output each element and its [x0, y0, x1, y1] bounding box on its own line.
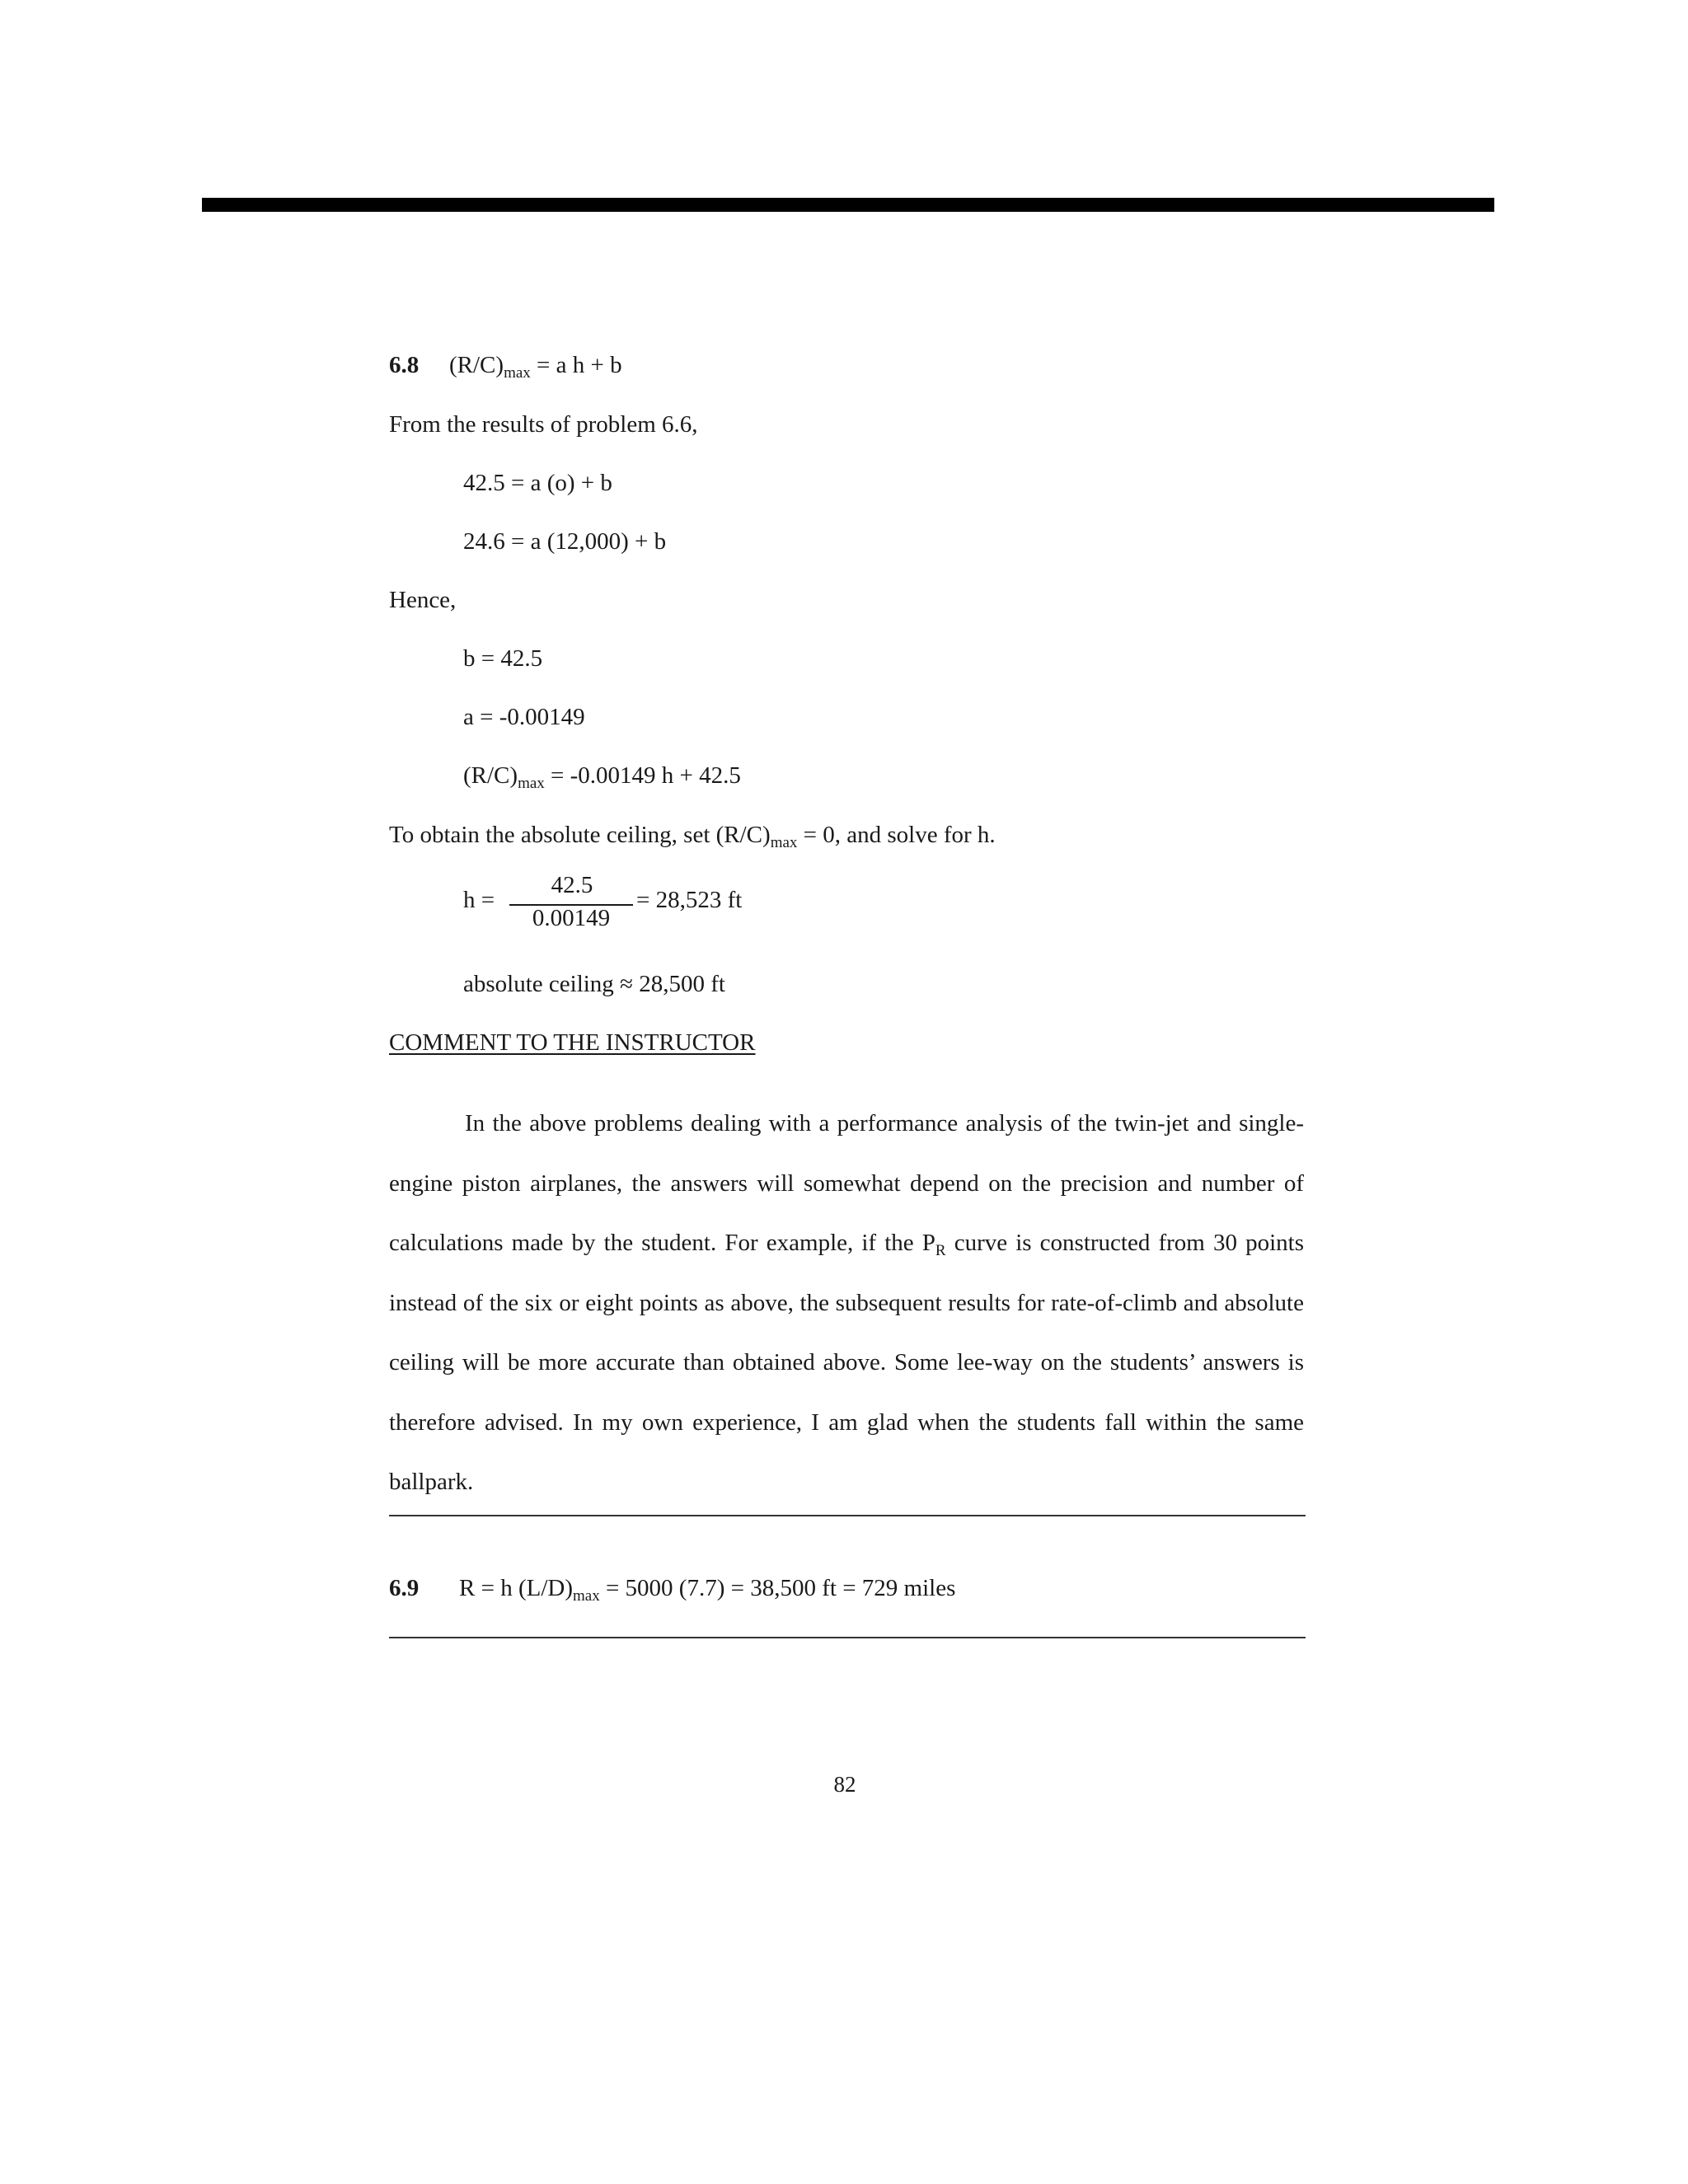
rc-tail: = -0.00149 h + 42.5 — [544, 762, 741, 789]
ceiling-text-sub: max — [770, 834, 798, 851]
comment-text-part-2: curve is constructed from 30 points instead of the six or eight points as above, the subsequent results for rate-of-climb and absolute ceiling will be more accurate than obtained above. Some lee-way on the students’ answers is therefore advised. In my own experience, I am glad when the students fall within the same ballpark. — [389, 1230, 1304, 1495]
comment-text-part-1: In the above problems dealing with a performance analysis of the twin-jet and single-engine piston airplanes, the answers will somewhat depend on the precision and number of calculations made by the student. For example, if the P — [389, 1110, 1304, 1256]
equation-1: 42.5 = a (o) + b — [463, 470, 612, 496]
problem-6-8-equation — [449, 350, 622, 380]
comment-paragraph — [389, 1094, 1304, 1512]
page-number: 82 — [833, 1772, 856, 1797]
absolute-ceiling: absolute ceiling ≈ 28,500 ft — [463, 971, 725, 997]
problem-6-9-equation — [459, 1573, 955, 1603]
h-fraction — [463, 872, 743, 938]
eq-head: (R/C) — [449, 352, 504, 378]
eq-tail: = 5000 (7.7) = 38,500 ft = 729 miles — [599, 1575, 956, 1601]
eq-tail: = a h + b — [530, 352, 622, 378]
h-lhs: h = — [463, 887, 495, 913]
h-rhs: = 28,523 ft — [636, 887, 743, 913]
comment-heading: COMMENT TO THE INSTRUCTOR — [389, 1029, 756, 1056]
divider-bottom — [389, 1637, 1306, 1638]
intro-text: From the results of problem 6.6, — [389, 411, 698, 438]
a-value: a = -0.00149 — [463, 704, 585, 730]
divider-top — [389, 1515, 1306, 1516]
header-bar — [202, 198, 1494, 212]
equation-2: 24.6 = a (12,000) + b — [463, 528, 667, 555]
eq-sub: max — [504, 364, 531, 382]
ceiling-text-a: To obtain the absolute ceiling, set (R/C) — [389, 822, 771, 848]
rc-head: (R/C) — [463, 762, 518, 789]
comment-text — [389, 1094, 1304, 1512]
problem-number-6-9: 6.9 — [389, 1575, 420, 1601]
rc-sub: max — [518, 775, 545, 792]
eq-head: R = h (L/D) — [459, 1575, 573, 1601]
rc-equation — [463, 761, 741, 790]
hence-text: Hence, — [389, 587, 457, 613]
problem-number-6-8: 6.8 — [389, 352, 420, 378]
eq-sub: max — [572, 1587, 600, 1605]
ceiling-text-b: = 0, and solve for h. — [797, 822, 996, 848]
h-denominator: 0.00149 — [532, 905, 611, 931]
comment-text-sub: R — [935, 1242, 946, 1259]
b-value: b = 42.5 — [463, 645, 543, 672]
h-numerator: 42.5 — [551, 872, 593, 898]
ceiling-instruction — [389, 820, 996, 850]
